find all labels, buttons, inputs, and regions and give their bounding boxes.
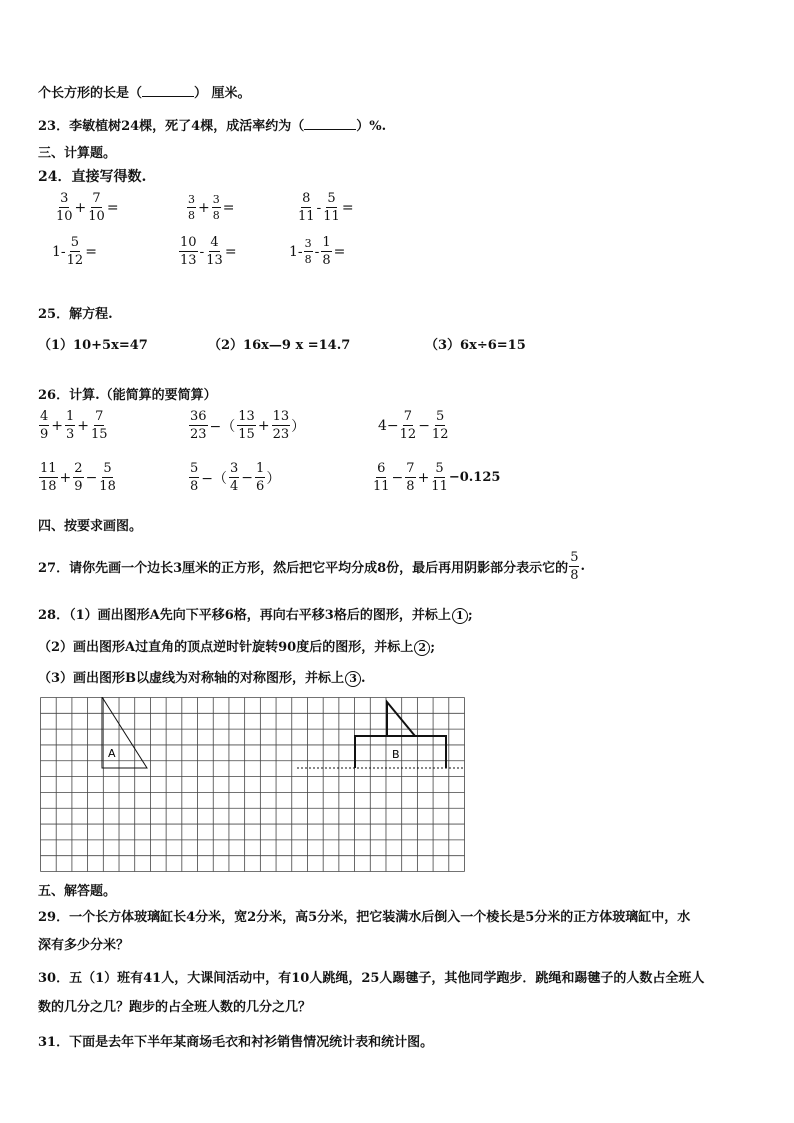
q28-part-2: （2）画出图形A过直角的顶点逆时针旋转90度后的图形，并标上 2 ; bbox=[38, 640, 436, 655]
circled-number: 2 bbox=[414, 640, 430, 656]
q24-expr-3: $\frac{8}{11}$ - $\frac{5}{11}$ = bbox=[298, 191, 354, 224]
q25-eq-3: （3）6x÷6=15 bbox=[425, 338, 526, 353]
fraction: $\frac{5}{12}$ bbox=[431, 409, 449, 442]
fraction: $\frac{5}{11}$ bbox=[431, 461, 448, 494]
fraction: $\frac{5}{8}$ bbox=[190, 461, 199, 494]
q29-line-2: 深有多少分米？ bbox=[38, 938, 130, 953]
q24-expr-6: 1- $\frac{3}{8}$ - $\frac{1}{8}$ = bbox=[289, 235, 346, 268]
fraction: $\frac{1}{3}$ bbox=[66, 409, 75, 442]
q24-title: 24．直接写得数. bbox=[38, 169, 147, 185]
fraction: $\frac{5}{18}$ bbox=[99, 461, 116, 494]
q23-text: 23．李敏植树24棵，死了4棵，成活率约为（ bbox=[38, 119, 305, 134]
fraction: $\frac{3}{10}$ bbox=[56, 191, 73, 224]
fraction: $\frac{3}{8}$ bbox=[304, 237, 312, 266]
circled-number: 3 bbox=[345, 671, 361, 687]
section-4-title: 四、按要求画图。 bbox=[38, 519, 143, 534]
fraction: $\frac{10}{13}$ bbox=[180, 235, 197, 268]
q22-text: 个长方形的长是（ bbox=[38, 86, 143, 101]
q23 bbox=[38, 115, 386, 134]
fraction: $\frac{1}{6}$ bbox=[256, 461, 265, 494]
q22-tail bbox=[38, 82, 251, 101]
q26-expr-5: $\frac{5}{8}$ −（ $\frac{3}{4}$ − $\frac{1}{6}$ ） bbox=[190, 461, 281, 494]
fraction: $\frac{4}{13}$ bbox=[206, 235, 223, 268]
fraction: $\frac{11}{18}$ bbox=[40, 461, 57, 494]
fraction: $\frac{6}{11}$ bbox=[373, 461, 390, 494]
answer-blank[interactable] bbox=[304, 118, 356, 130]
q28-part-1: 28．（1）画出图形A先向下平移6格，再向右平移3格后的图形，并标上 1 ; bbox=[38, 608, 473, 623]
fraction: $\frac{3}{8}$ bbox=[212, 193, 220, 222]
fraction: $\frac{2}{9}$ bbox=[74, 461, 83, 494]
fraction: $\frac{8}{11}$ bbox=[298, 191, 315, 224]
fraction: $\frac{1}{8}$ bbox=[322, 235, 331, 268]
q25-title: 25．解方程. bbox=[38, 307, 113, 322]
drawing-grid[interactable] bbox=[40, 697, 465, 872]
fraction: $\frac{5}{8}$ bbox=[570, 550, 579, 583]
q26-expr-4: $\frac{11}{18}$ + $\frac{2}{9}$ − $\frac{5}{18}$ bbox=[40, 461, 116, 494]
figure-a-label: A bbox=[108, 747, 116, 760]
circled-number: 1 bbox=[452, 608, 468, 624]
q24-expr-4: 1- $\frac{5}{12}$ = bbox=[52, 235, 97, 268]
fraction: $\frac{7}{12}$ bbox=[399, 409, 417, 442]
q26-expr-6: $\frac{6}{11}$ − $\frac{7}{8}$ + $\frac{5}{11}$ −0.125 bbox=[373, 461, 501, 494]
fraction: $\frac{13}{23}$ bbox=[272, 409, 290, 442]
q25-eq-1: （1）10+5x=47 bbox=[38, 338, 148, 353]
q24-expr-5: $\frac{10}{13}$ - $\frac{4}{13}$ = bbox=[180, 235, 237, 268]
q28-part-3: （3）画出图形B以虚线为对称轴的对称图形，并标上 3 . bbox=[38, 671, 366, 686]
q26-title: 26．计算.（能简算的要简算） bbox=[38, 388, 217, 403]
fraction: $\frac{5}{11}$ bbox=[323, 191, 340, 224]
q27-text: 27．请你先画一个边长3厘米的正方形，然后把它平均分成8份，最后再用阴影部分表示它的 bbox=[38, 561, 569, 576]
fraction: $\frac{3}{4}$ bbox=[230, 461, 239, 494]
q30-line-1: 30．五（1）班有41人，大课间活动中，有10人跳绳，25人踢毽子，其他同学跑步．跳绳和踢毽子的人数占全班人 bbox=[38, 971, 705, 986]
fraction: $\frac{7}{8}$ bbox=[406, 461, 415, 494]
section-3-title: 三、计算题。 bbox=[38, 146, 117, 161]
fraction: $\frac{7}{15}$ bbox=[91, 409, 108, 442]
section-5-title: 五、解答题。 bbox=[38, 884, 117, 899]
figure-b-shape bbox=[355, 702, 446, 768]
fraction: $\frac{36}{23}$ bbox=[190, 409, 207, 442]
fraction: $\frac{3}{8}$ bbox=[188, 193, 195, 222]
q26-expr-2: $\frac{36}{23}$ −（ $\frac{13}{15}$ + $\frac{13}{23}$ ） bbox=[190, 409, 306, 442]
q22-text-end: ） 厘米。 bbox=[194, 86, 251, 101]
q25-eq-2: （2）16x—9 x =14.7 bbox=[208, 338, 351, 353]
q26-expr-3: 4− $\frac{7}{12}$ − $\frac{5}{12}$ bbox=[378, 409, 449, 442]
q27: 27．请你先画一个边长3厘米的正方形，然后把它平均分成8份，最后再用阴影部分表示它的 $\frac{5}{8}$ . bbox=[38, 550, 585, 583]
q29-line-1: 29．一个长方体玻璃缸长4分米，宽2分米，高5分米，把它装满水后倒入一个棱长是5分米的正方体玻璃缸中，水 bbox=[38, 910, 691, 925]
figure-b-label: B bbox=[392, 748, 400, 761]
fraction: $\frac{7}{10}$ bbox=[88, 191, 105, 224]
fraction: $\frac{5}{12}$ bbox=[66, 235, 84, 268]
q26-expr-1: $\frac{4}{9}$ + $\frac{1}{3}$ + $\frac{7}{15}$ bbox=[40, 409, 108, 442]
fraction: $\frac{13}{15}$ bbox=[238, 409, 255, 442]
answer-blank[interactable] bbox=[142, 85, 194, 97]
q30-line-2: 数的几分之几？跑步的占全班人数的几分之几？ bbox=[38, 1000, 312, 1015]
q31: 31．下面是去年下半年某商场毛衣和衬衫销售情况统计表和统计图。 bbox=[38, 1035, 434, 1050]
q23-text-end: ）%. bbox=[356, 119, 387, 134]
q24-expr-1: $\frac{3}{10}$ + $\frac{7}{10}$ = bbox=[56, 191, 119, 224]
q24-expr-2: $\frac{3}{8}$ + $\frac{3}{8}$ = bbox=[188, 193, 235, 222]
fraction: $\frac{4}{9}$ bbox=[40, 409, 49, 442]
